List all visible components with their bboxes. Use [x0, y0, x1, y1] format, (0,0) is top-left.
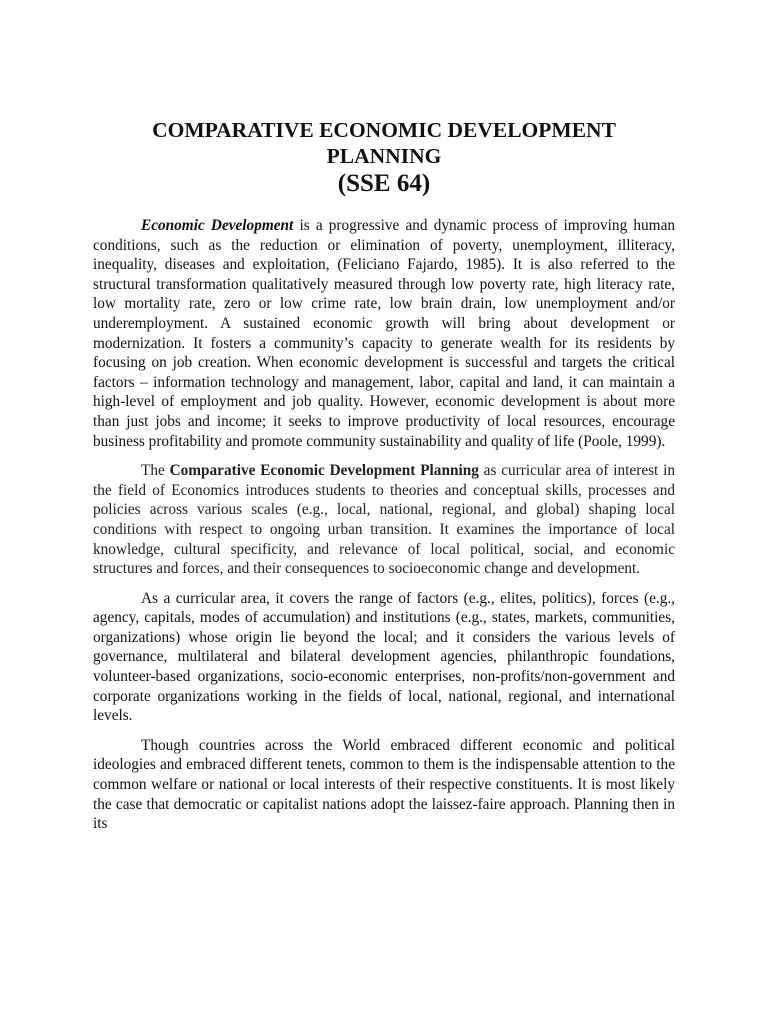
paragraph-scope	[93, 589, 675, 726]
paragraph-prefix: The	[141, 462, 170, 480]
title-block	[93, 117, 675, 199]
paragraph-text: as curricular area of interest in the field of Economics introduces students to theories and conceptual skills, processes and policies across various scales (e.g., local, national, regional, and global) shaping local conditions with respect to ongoing urban transition. It examines the importance of local knowledge, cultural specificity, and relevance of local political, social, and economic structures and forces, and their consequences to socioeconomic change and development.	[93, 462, 676, 578]
document-title-line-2: PLANNING	[326, 144, 442, 168]
paragraph-text: As a curricular area, it covers the range of factors (e.g., elites, politics), forces (e.g., agency, capitals, modes of accumulation) and institutions (e.g., states, markets, communities, organizations) whose origin lie beyond the local; and it considers the various levels of governance, multilateral and bilateral development agencies, philanthropic foundations, volunteer-based organizations, socio-economic enterprises, non-profits/non-government and corporate organizations working in the fields of local, national, regional, and international levels.	[93, 589, 675, 725]
paragraph-ideologies	[93, 736, 675, 834]
paragraph-lead-term: Comparative Economic Development Planning	[169, 462, 479, 480]
paragraph-lead-term: Economic Development	[141, 217, 294, 234]
course-code: (SSE 64)	[337, 170, 431, 197]
paragraph-text: Though countries across the World embraced different economic and political ideologies and embraced different tenets, common to them is the indispensable attention to the common welfare or national or local interests of their respective constituents. It is most likely the case that democratic or capitalist nations adopt the laissez-faire approach. Planning then in its	[93, 736, 675, 833]
document-body	[93, 216, 675, 844]
paragraph-curricular-area	[93, 461, 675, 579]
document-title-line-1: COMPARATIVE ECONOMIC DEVELOPMENT	[152, 118, 616, 142]
paragraph-economic-development	[93, 216, 675, 451]
paragraph-text: is a progressive and dynamic process of improving human conditions, such as the reduction or elimination of poverty, unemployment, illiteracy, inequality, diseases and exploitation, (Feliciano Fajardo, 1985). It is also referred to the structural transformation qualitatively measured through low poverty rate, high literacy rate, low mortality rate, zero or low crime rate, low brain drain, low unemployment and/or underemployment. A sustained economic growth will bring about development or modernization. It fosters a community’s capacity to generate wealth for its residents by focusing on job creation. When economic development is successful and targets the critical factors – information technology and management, labor, capital and land, it can maintain a high-level of employment and job quality. However, economic development is about more than just jobs and income; it seeks to improve productivity of local resources, encourage business profitability and promote community sustainability and quality of life (Poole, 1999).	[93, 217, 676, 450]
